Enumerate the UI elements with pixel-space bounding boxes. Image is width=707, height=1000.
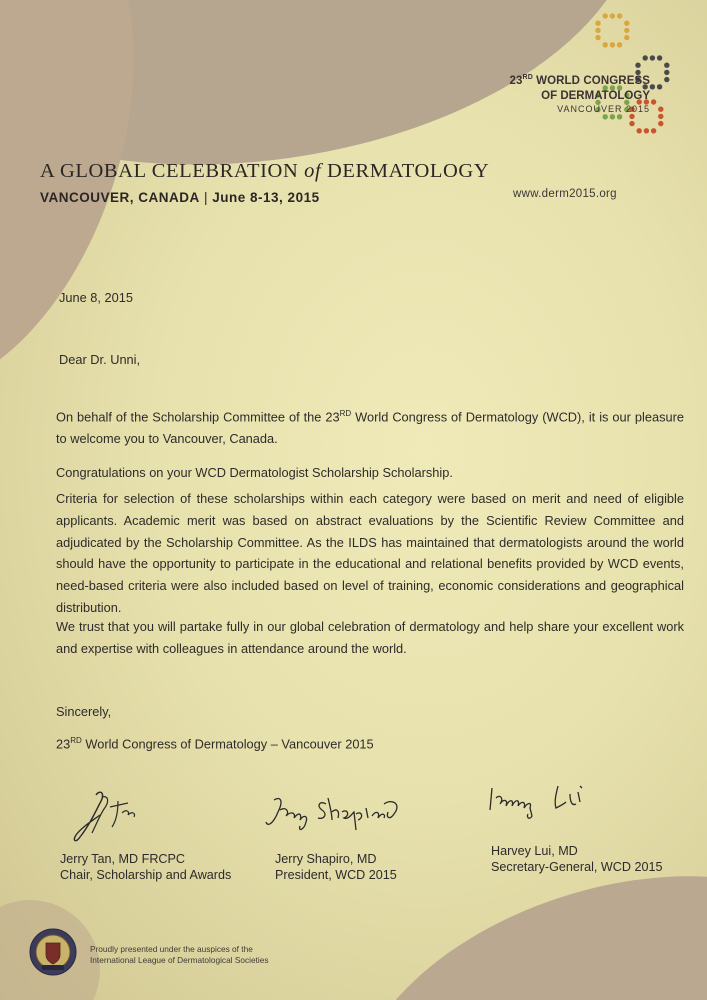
event-website: www.derm2015.org	[513, 188, 617, 200]
logo-dot	[624, 35, 629, 40]
paragraph-criteria: Criteria for selection of these scholarships within each category were based on merit and need of eligible applicants. Academic merit was based on abstract evaluations by the Scientific Review Committee and adjudicated by the Scholarship Committee. As the ILDS has maintained that dermatologists around the world should have the opportunity to participate in the educational and relational benefits provided by WCD events, need-based criteria were also included based on level of training, economic considerations and geographical distribution.	[56, 491, 684, 615]
logo-dot	[650, 55, 655, 60]
footer-line-1: Proudly presented under the auspices of the	[90, 944, 253, 954]
logo-dot	[595, 21, 600, 26]
signatory-title: President, WCD 2015	[275, 868, 397, 882]
logo-dot	[603, 13, 608, 18]
logo-dot	[651, 99, 656, 104]
logo-dot	[657, 55, 662, 60]
logo-dot	[617, 13, 622, 18]
closing: Sincerely,	[56, 704, 112, 719]
congress-logo-text	[500, 70, 650, 116]
logo-dot	[595, 35, 600, 40]
logo-dot	[610, 42, 615, 47]
signature-jerry-tan-image	[66, 785, 146, 850]
logo-line-1: 23RD WORLD CONGRESS	[509, 74, 650, 87]
logo-dot	[664, 77, 669, 82]
ilds-seal-icon	[28, 927, 78, 977]
logo-dot	[595, 28, 600, 33]
signatory-title: Chair, Scholarship and Awards	[60, 868, 232, 882]
logo-dot	[664, 63, 669, 68]
paragraph-congratulations: Congratulations on your WCD Dermatologist Scholarship Scholarship.	[56, 465, 453, 480]
signatory-name: Harvey Lui, MD	[491, 844, 578, 858]
footer-auspices	[90, 944, 269, 966]
signatory-2	[275, 851, 397, 883]
paragraph-closing-remarks: We trust that you will partake fully in our global celebration of dermatology and help share your excellent work and expertise with colleagues in attendance around the world.	[56, 619, 684, 656]
logo-dot	[657, 84, 662, 89]
logo-line-3: VANCOUVER 2015	[557, 103, 650, 114]
logo-dot	[651, 128, 656, 133]
paragraph-welcome: On behalf of the Scholarship Committee of the 23RD World Congress of Dermatology (WCD), it is our pleasure to welcome you to Vancouver, Canada.	[56, 409, 684, 447]
signatory-name: Jerry Shapiro, MD	[275, 852, 377, 866]
logo-dot	[658, 121, 663, 126]
logo-dot	[658, 107, 663, 112]
event-location-dates: VANCOUVER, CANADA | June 8-13, 2015	[40, 190, 320, 205]
salutation: Dear Dr. Unni,	[59, 352, 141, 367]
logo-dot	[643, 55, 648, 60]
signatory-name: Jerry Tan, MD FRCPC	[60, 852, 186, 866]
logo-dot	[658, 114, 663, 119]
logo-dot	[603, 42, 608, 47]
signatory-title: Secretary-General, WCD 2015	[491, 860, 663, 874]
logo-dot	[610, 13, 615, 18]
logo-dot	[635, 63, 640, 68]
logo-dot	[650, 84, 655, 89]
signature-jerry-shapiro-image	[262, 790, 412, 835]
logo-dot	[664, 70, 669, 75]
logo-dot	[624, 28, 629, 33]
signatory-3	[491, 843, 662, 875]
signature-harvey-lui-image	[486, 780, 596, 820]
logo-dot	[644, 128, 649, 133]
signatory-1	[60, 851, 231, 883]
logo-dot	[629, 121, 634, 126]
footer-line-2: International League of Dermatological Societies	[90, 955, 269, 965]
event-tagline: A GLOBAL CELEBRATION of DERMATOLOGY	[40, 160, 490, 182]
logo-line-2: OF DERMATOLOGY	[541, 89, 650, 102]
logo-dot	[637, 128, 642, 133]
organization-signoff: 23RD World Congress of Dermatology – Vancouver 2015	[56, 736, 374, 752]
logo-dot	[624, 21, 629, 26]
letter-date: June 8, 2015	[59, 290, 134, 305]
logo-dot	[617, 42, 622, 47]
